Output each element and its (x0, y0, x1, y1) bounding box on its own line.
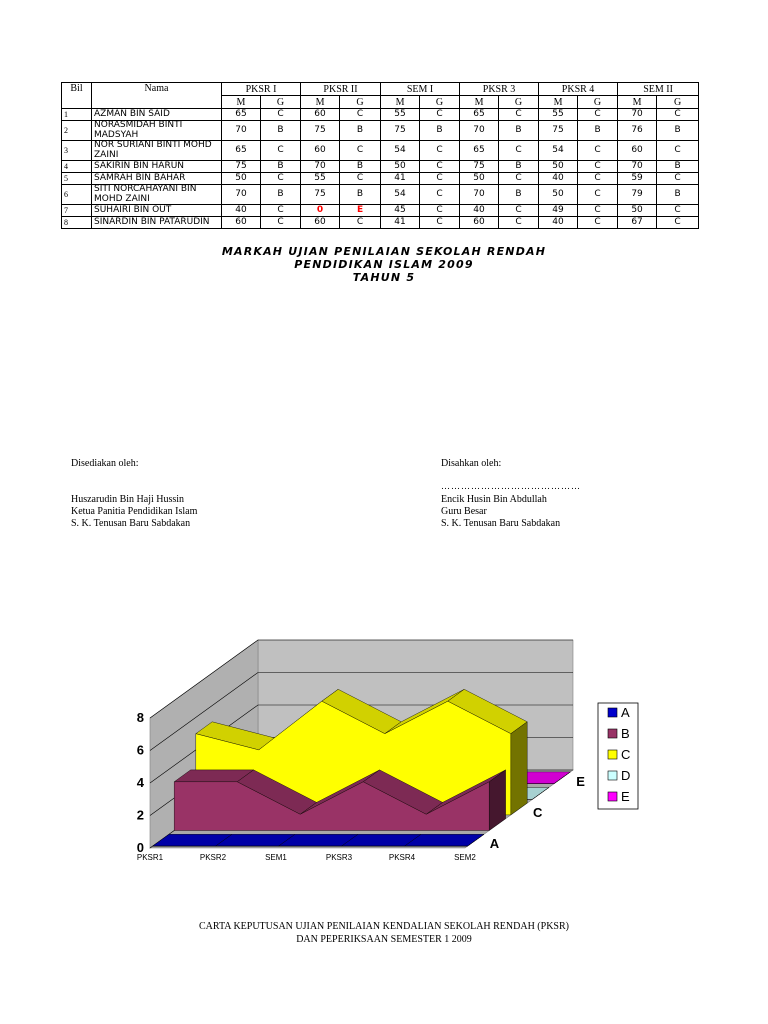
cell-mark: 60 (618, 141, 657, 161)
table-row (62, 205, 699, 217)
y-tick-label: 4 (136, 775, 144, 790)
cell-grade: C (499, 173, 539, 185)
table-row (62, 121, 699, 141)
approved-by-name: Encik Husin Bin Abdullah (441, 494, 547, 505)
cell-mark: 75 (301, 185, 340, 205)
x-tick-label: PKSR2 (199, 853, 227, 862)
chart-caption-line-1: CARTA KEPUTUSAN UJIAN PENILAIAN KENDALIAN SEKOLAH RENDAH (PKSR) (199, 921, 569, 932)
cell-bil: 8 (62, 217, 92, 229)
cell-mark: 75 (222, 161, 261, 173)
cell-mark: 40 (539, 217, 578, 229)
cell-grade: C (578, 173, 618, 185)
cell-mark: 75 (301, 121, 340, 141)
title-line-2: PENDIDIKAN ISLAM 2009 (294, 258, 474, 271)
approved-by-role: Guru Besar (441, 506, 487, 517)
cell-mark: 60 (222, 217, 261, 229)
cell-nama: SUHAIRI BIN OUT (92, 205, 222, 217)
cell-mark: 49 (539, 205, 578, 217)
cell-grade: E (340, 205, 381, 217)
cell-bil: 3 (62, 141, 92, 161)
x-tick-label: PKSR4 (388, 853, 416, 862)
cell-grade: B (340, 121, 381, 141)
cell-mark: 59 (618, 173, 657, 185)
marks-table (61, 82, 699, 229)
cell-grade: C (261, 141, 301, 161)
cell-grade: C (261, 173, 301, 185)
cell-bil: 5 (62, 173, 92, 185)
y-tick-label: 0 (136, 840, 144, 855)
cell-bil: 4 (62, 161, 92, 173)
cell-bil: 2 (62, 121, 92, 141)
subheader-g: G (499, 96, 539, 109)
legend-swatch (608, 771, 617, 780)
subheader-m: M (381, 96, 420, 109)
header-pksr2: PKSR II (301, 83, 381, 96)
cell-grade: C (420, 217, 460, 229)
x-tick-label: PKSR3 (325, 853, 353, 862)
subheader-m: M (460, 96, 499, 109)
y-tick-label: 2 (136, 807, 144, 823)
cell-mark: 50 (222, 173, 261, 185)
cell-nama: SAMRAH BIN BAHAR (92, 173, 222, 185)
cell-grade: C (657, 141, 699, 161)
cell-mark: 79 (618, 185, 657, 205)
cell-mark: 75 (460, 161, 499, 173)
header-sem1: SEM I (381, 83, 460, 96)
cell-grade: B (340, 185, 381, 205)
cell-mark: 60 (460, 217, 499, 229)
depth-axis-label: C (533, 805, 543, 820)
cell-mark: 65 (460, 109, 499, 121)
cell-grade: C (578, 185, 618, 205)
cell-mark: 70 (222, 185, 261, 205)
depth-axis-label: A (489, 836, 500, 852)
y-tick-label: 6 (136, 742, 144, 758)
cell-mark: 50 (381, 161, 420, 173)
cell-grade: B (657, 121, 699, 141)
cell-mark: 70 (618, 161, 657, 173)
approved-by-block (441, 494, 560, 530)
cell-grade: C (420, 205, 460, 217)
cell-bil: 6 (62, 185, 92, 205)
cell-mark: 65 (460, 141, 499, 161)
cell-grade: B (657, 185, 699, 205)
cell-grade: C (578, 161, 618, 173)
cell-nama: SAKIRIN BIN HARUN (92, 161, 222, 173)
x-tick-label: SEM1 (265, 853, 287, 862)
title-line-3: TAHUN 5 (352, 271, 416, 284)
cell-mark: 54 (381, 185, 420, 205)
table-row (62, 173, 699, 185)
cell-mark: 60 (301, 217, 340, 229)
cell-bil: 7 (62, 205, 92, 217)
cell-nama: NOR SURIANI BINTI MOHD ZAINI (92, 141, 222, 161)
cell-mark: 45 (381, 205, 420, 217)
marks-table-body (62, 109, 699, 229)
legend-label: E (621, 789, 630, 804)
cell-grade: C (578, 141, 618, 161)
cell-grade: C (499, 141, 539, 161)
cell-mark: 65 (222, 141, 261, 161)
cell-grade: C (420, 185, 460, 205)
x-tick-label: PKSR1 (136, 853, 164, 862)
legend-label: C (621, 747, 631, 762)
legend-swatch (608, 792, 617, 801)
cell-mark: 50 (618, 205, 657, 217)
cell-grade: C (340, 217, 381, 229)
cell-bil: 1 (62, 109, 92, 121)
header-pksr1: PKSR I (222, 83, 301, 96)
legend-label: D (621, 768, 631, 783)
subheader-g: G (420, 96, 460, 109)
cell-mark: 0 (301, 205, 340, 217)
cell-grade: C (657, 217, 699, 229)
cell-mark: 70 (460, 185, 499, 205)
table-row (62, 161, 699, 173)
subheader-g: G (340, 96, 381, 109)
cell-grade: B (340, 161, 381, 173)
cell-grade: C (499, 205, 539, 217)
cell-grade: C (657, 109, 699, 121)
cell-grade: B (261, 121, 301, 141)
prepared-by-label: Disediakan oleh: (71, 458, 139, 469)
cell-grade: C (261, 205, 301, 217)
cell-grade: C (578, 217, 618, 229)
header-sem2: SEM II (618, 83, 699, 96)
cell-mark: 75 (381, 121, 420, 141)
legend-swatch (608, 729, 617, 738)
subheader-m: M (222, 96, 261, 109)
prepared-by-block (71, 494, 197, 530)
series-side-face (511, 722, 527, 815)
prepared-by-name: Huszarudin Bin Haji Hussin (71, 494, 185, 505)
x-tick-label: SEM2 (454, 853, 476, 862)
cell-mark: 76 (618, 121, 657, 141)
subheader-m: M (618, 96, 657, 109)
y-tick-label: 8 (136, 710, 144, 725)
cell-mark: 54 (539, 141, 578, 161)
cell-mark: 70 (460, 121, 499, 141)
subheader-m: M (301, 96, 340, 109)
legend-swatch (608, 750, 617, 759)
approved-by-school: S. K. Tenusan Baru Sabdakan (441, 518, 561, 529)
cell-grade: B (261, 185, 301, 205)
cell-grade: C (261, 109, 301, 121)
cell-mark: 40 (539, 173, 578, 185)
header-nama: Nama (92, 83, 222, 109)
legend-swatch (608, 708, 617, 717)
legend-label: A (621, 705, 630, 720)
subheader-g: G (657, 96, 699, 109)
cell-mark: 50 (460, 173, 499, 185)
legend-box (598, 703, 638, 809)
cell-grade: C (420, 141, 460, 161)
cell-nama: AZMAN BIN SAID (92, 109, 222, 121)
cell-mark: 40 (460, 205, 499, 217)
cell-grade: B (499, 121, 539, 141)
cell-grade: C (499, 217, 539, 229)
prepared-by-role: Ketua Panitia Pendidikan Islam (71, 506, 198, 517)
chart-caption-line-2: DAN PEPERIKSAAN SEMESTER 1 2009 (296, 934, 472, 945)
cell-grade: C (340, 173, 381, 185)
cell-mark: 54 (381, 141, 420, 161)
cell-mark: 65 (222, 109, 261, 121)
cell-grade: B (420, 121, 460, 141)
cell-grade: C (261, 217, 301, 229)
approved-by-label: Disahkan oleh: (441, 458, 502, 469)
cell-mark: 40 (222, 205, 261, 217)
table-row (62, 141, 699, 161)
cell-grade: C (420, 109, 460, 121)
cell-grade: B (578, 121, 618, 141)
cell-mark: 41 (381, 217, 420, 229)
cell-grade: C (340, 109, 381, 121)
chart-legend (598, 703, 638, 809)
cell-mark: 55 (539, 109, 578, 121)
cell-mark: 75 (539, 121, 578, 141)
cell-nama: SINARDIN BIN PATARUDIN (92, 217, 222, 229)
area-chart-3d (120, 630, 650, 870)
header-pksr3: PKSR 3 (460, 83, 539, 96)
cell-grade: B (499, 185, 539, 205)
subheader-g: G (261, 96, 301, 109)
cell-mark: 50 (539, 185, 578, 205)
cell-mark: 67 (618, 217, 657, 229)
cell-grade: B (499, 161, 539, 173)
series-a (153, 834, 484, 846)
cell-grade: C (578, 205, 618, 217)
cell-mark: 70 (618, 109, 657, 121)
cell-grade: B (261, 161, 301, 173)
cell-mark: 70 (301, 161, 340, 173)
header-pksr4: PKSR 4 (539, 83, 618, 96)
subheader-m: M (539, 96, 578, 109)
cell-mark: 55 (301, 173, 340, 185)
cell-mark: 41 (381, 173, 420, 185)
cell-nama: NORASMIDAH BINTI MADSYAH (92, 121, 222, 141)
legend-label: B (621, 726, 630, 741)
cell-grade: C (657, 205, 699, 217)
title-line-1: MARKAH UJIAN PENILAIAN SEKOLAH RENDAH (221, 245, 547, 258)
cell-mark: 60 (301, 109, 340, 121)
cell-grade: C (420, 161, 460, 173)
cell-grade: B (657, 161, 699, 173)
cell-grade: C (420, 173, 460, 185)
cell-grade: C (657, 173, 699, 185)
subheader-g: G (578, 96, 618, 109)
cell-mark: 70 (222, 121, 261, 141)
table-row (62, 217, 699, 229)
cell-mark: 55 (381, 109, 420, 121)
cell-grade: C (578, 109, 618, 121)
table-row (62, 109, 699, 121)
cell-grade: C (340, 141, 381, 161)
prepared-by-school: S. K. Tenusan Baru Sabdakan (71, 518, 191, 529)
table-row (62, 185, 699, 205)
header-bil: Bil (62, 83, 92, 109)
depth-axis-label: E (576, 773, 585, 789)
cell-mark: 60 (301, 141, 340, 161)
cell-nama: SITI NORCAHAYANI BIN MOHD ZAINI (92, 185, 222, 205)
cell-mark: 50 (539, 161, 578, 173)
cell-grade: C (499, 109, 539, 121)
signature-line: …………………………………… (441, 481, 581, 491)
